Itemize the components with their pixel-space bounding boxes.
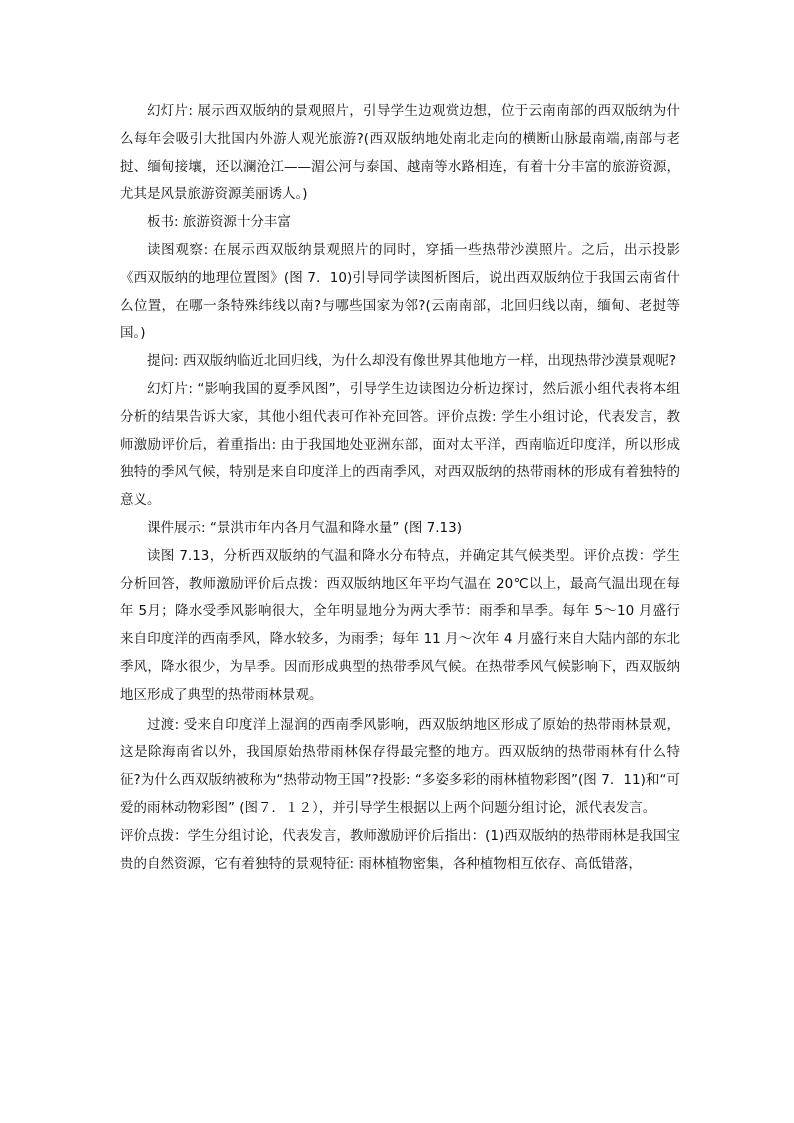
paragraph-transition: 过渡: 受来自印度洋上湿润的西南季风影响，西双版纳地区形成了原始的热带雨林景观，这是除海南省以外，我国原始热带雨林保存得最完整的地方。西双版纳的热带雨林有什么特征?为什么西双版纳被称为“热带动物王国”?投影: “多姿多彩的雨林植物彩图”(图 7．11)和“可爱的雨林动物彩图” (图７．１２），并引导学生根据以上两个问题分组讨论，派代表发言。 bbox=[120, 716, 680, 816]
paragraph-courseware: 课件展示: “景洪市年内各月气温和降水量” (图 7.13) bbox=[147, 519, 463, 536]
paragraph-question: 提问: 西双版纳临近北回归线，为什么却没有像世界其他地方一样，出现热带沙漠景观呢? bbox=[147, 353, 677, 370]
paragraph-slide-intro: 幻灯片: 展示西双版纳的景观照片，引导学生边观赏边想，位于云南南部的西双版纳为什么每年会吸引大批国内外游人观光旅游?(西双版纳地处南北走向的横断山脉最南端,南部与老挝、缅甸接壤，还以澜沧江——湄公河与泰国、越南等水路相连，有着十分丰富的旅游资源，尤其是风景旅游资源美丽诱人。) bbox=[120, 103, 680, 203]
document-body bbox=[120, 98, 680, 878]
paragraph-monsoon-slide: 幻灯片: “影响我国的夏季风图”，引导学生边读图边分析边探讨，然后派小组代表将本组分析的结果告诉大家，其他小组代表可作补充回答。评价点拨: 学生小组讨论，代表发言，教师激励评价后，着重指出: 由于我国地处亚洲东部，面对太平洋，西南临近印度洋，所以形成独特的季风气候，特别是来自印度洋上的西南季风，对西双版纳的热带雨林的形成有着独特的意义。 bbox=[120, 380, 680, 509]
paragraph-evaluation: 评价点拨：学生分组讨论，代表发言，教师激励评价后指出：(1)西双版纳的热带雨林是我国宝贵的自然资源，它有着独特的景观特征: 雨林植物密集，各种植物相互依存、高低错落， bbox=[120, 827, 680, 872]
paragraph-climate-analysis: 读图 7.13，分析西双版纳的气温和降水分布特点，并确定其气候类型。评价点拨：学生分析回答，教师激励评价后点拨：西双版纳地区年平均气温在 20℃以上，最高气温出现在每年 5月；降水受季风影响很大，全年明显地分为两大季节：雨季和旱季。每年 5～10 月盛行来自印度洋的西南季风，降水较多，为雨季；每年 11 月～次年 4 月盛行来自大陆内部的东北季风，降水很少，为旱季。因而形成典型的热带季风气候。在热带季风气候影响下，西双版纳地区形成了典型的热带雨林景观。 bbox=[120, 547, 680, 703]
paragraph-board-note: 板书: 旅游资源十分丰富 bbox=[147, 214, 291, 231]
paragraph-map-reading: 读图观察: 在展示西双版纳景观照片的同时，穿插一些热带沙漠照片。之后，出示投影《西双版纳的地理位置图》(图 7．10)引导同学读图析图后，说出西双版纳位于我国云南省什么位置，在哪一条特殊纬线以南?与哪些国家为邻?(云南南部，北回归线以南，缅甸、老挝等国。) bbox=[120, 241, 680, 342]
